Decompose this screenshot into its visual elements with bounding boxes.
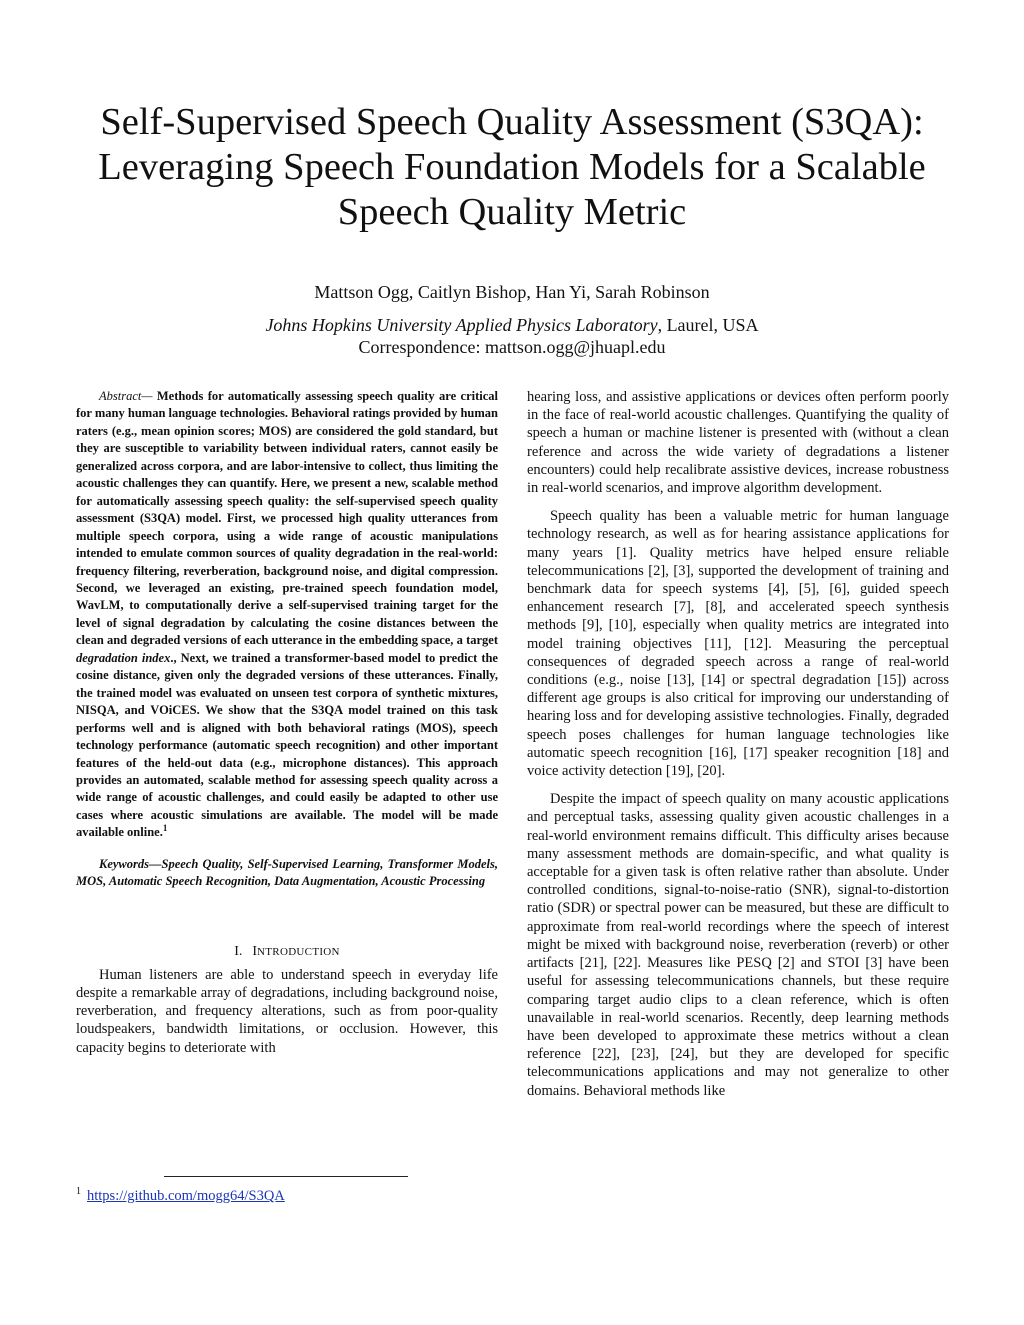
affiliation-line [40,314,984,336]
correspondence: Correspondence: mattson.ogg@jhuapl.edu [358,337,666,357]
abstract-label: Abstract— [99,389,153,403]
intro-paragraph-1: Human listeners are able to understand speech in everyday life despite a remarkable array of degradations, including background noise, reverberation, and frequency alterations, such as from poor-quality loudspeakers, bandwidth limitations, or occlusion. However, this capacity begins to deteriorate with [76,966,498,1056]
affiliation-location: , Laurel, USA [657,315,759,335]
section-number: I. [234,943,243,959]
abstract-term: degradation index [76,650,171,665]
keywords: Keywords—Speech Quality, Self-Supervised Learning, Transformer Models, MOS, Automatic Speech Recognition, Data Augmentation, Acoustic Processing [76,856,498,889]
abstract-text-1: Methods for automatically assessing speech quality are critical for many human language technologies. Behavioral ratings provided by human raters (e.g., mean opinion scores; MOS) are considered the gold standard, but they are susceptible to variability between individual raters, cannot easily be generalized across corpora, and are labor-intensive to collect, thus limiting the acoustic challenges they can quantify. Here, we present a new, scalable method for automatically assessing speech quality: the self-supervised speech quality assessment (S3QA) model. First, we processed high quality utterances from multiple speech corpora, using a wide range of acoustic manipulations intended to emulate common sources of quality degradation in the real-world: frequency filtering, reverberation, background noise, and digital compression. Second, we leveraged an existing, pre-trained speech foundation model, WavLM, to computationally derive a self-supervised training target for the level of signal degradation by calculating the cosine distances between the clean and degraded versions of each utterance in the embedding space, a target [76,389,498,648]
intro-paragraph-continued: hearing loss, and assistive applications or devices often perform poorly in the face of real-world acoustic challenges. Quantifying the quality of speech a human or machine listener is presented with (without a clean reference and across the wide variety of degradations a listener encounters) could help recalibrate assistive devices, increase robustness in real-world scenarios, and improve algorithm development. [527,389,949,497]
affiliation-org: Johns Hopkins University Applied Physics Laboratory [265,315,658,335]
intro-paragraph-2: Speech quality has been a valuable metric for human language technology research, as well as for hearing assistance applications for many years [1]. Quality metrics have helped ensure reliable telecommunications [2], [3], supported the development of training and benchmark data for speech systems [4], [5], [6], guided speech enhancement research [7], [8], and accelerated speech synthesis methods [9], [10], especially when quality metrics are integrated into model training objectives [11], [12]. Measuring the perceptual consequences of degraded speech across a range of real-world conditions (e.g., noise [13], [14] or spectral degradation [15]) across different age groups is also critical for improving our understanding of hearing loss and for developing assistive technologies. Finally, degraded speech poses challenges for human language technologies like automatic speech recognition [16], [17] speaker recognition [18] and voice activity detection [19], [20]. [527,508,949,780]
title-line-2: Leveraging Speech Foundation Models for a Scalable [98,146,926,188]
abstract [76,388,498,842]
footnote-divider [164,1176,408,1177]
left-column [76,388,498,1067]
affiliation [40,314,984,358]
paper-title [40,100,984,235]
intro-paragraph-3: Despite the impact of speech quality on many acoustic applications and perceptual tasks, assessing quality given acoustic challenges in a real-world environment remains difficult. This difficulty arises because many assessment methods are domain-specific, and what quality is acceptable for a given task is often relative rather than absolute. Under controlled conditions, signal-to-noise-ratio (SNR), signal-to-distortion ratio (SDR) or spectral power can be measured, but these are difficult to approximate from real-world recordings where the speech of interest might be mixed with background noise, reverberation (reverb) or other artifacts [21], [22]. Measures like PESQ [2] and STOI [3] have been useful for assessing telecommunications channels, but these require comparing target audio clips to a clean reference, which is often unavailable in real-world scenarios. Recently, deep learning methods have been developed to approximate these metrics without a clean reference [22], [23], [24], but they are developed for specific telecommunications applications and may not generalize to other domains. Behavioral methods like [527,791,949,1099]
section-heading-introduction [76,943,498,961]
right-column [527,388,949,1110]
github-link[interactable]: https://github.com/mogg64/S3QA [87,1188,285,1204]
footnote [76,1186,285,1206]
footnote-mark: 1 [76,1186,81,1198]
abstract-text-2: ., Next, we trained a transformer-based model to predict the cosine distance, given only the degraded versions of these utterances. Finally, the trained model was evaluated on unseen test corpora of synthetic mixtures, NISQA, and VOiCES. We show that the S3QA model trained on this task performs well and is aligned with both behavioral ratings (MOS), speech technology performance (automatic speech recognition) and other important features of the held-out data (e.g., microphone distances). This approach provides an automated, scalable method for assessing speech quality across a wide range of acoustic challenges, and could easily be adapted to other use cases where acoustic simulations are available. The model will be made available online. [76,650,498,840]
abstract-footnote-mark: 1 [162,823,168,834]
section-heading-initial: I [252,943,258,959]
section-heading-rest: NTRODUCTION [257,945,340,958]
title-line-1: Self-Supervised Speech Quality Assessment (S3QA): [100,101,924,143]
title-line-3: Speech Quality Metric [337,191,687,233]
author-list: Mattson Ogg, Caitlyn Bishop, Han Yi, Sarah Robinson [314,282,710,302]
